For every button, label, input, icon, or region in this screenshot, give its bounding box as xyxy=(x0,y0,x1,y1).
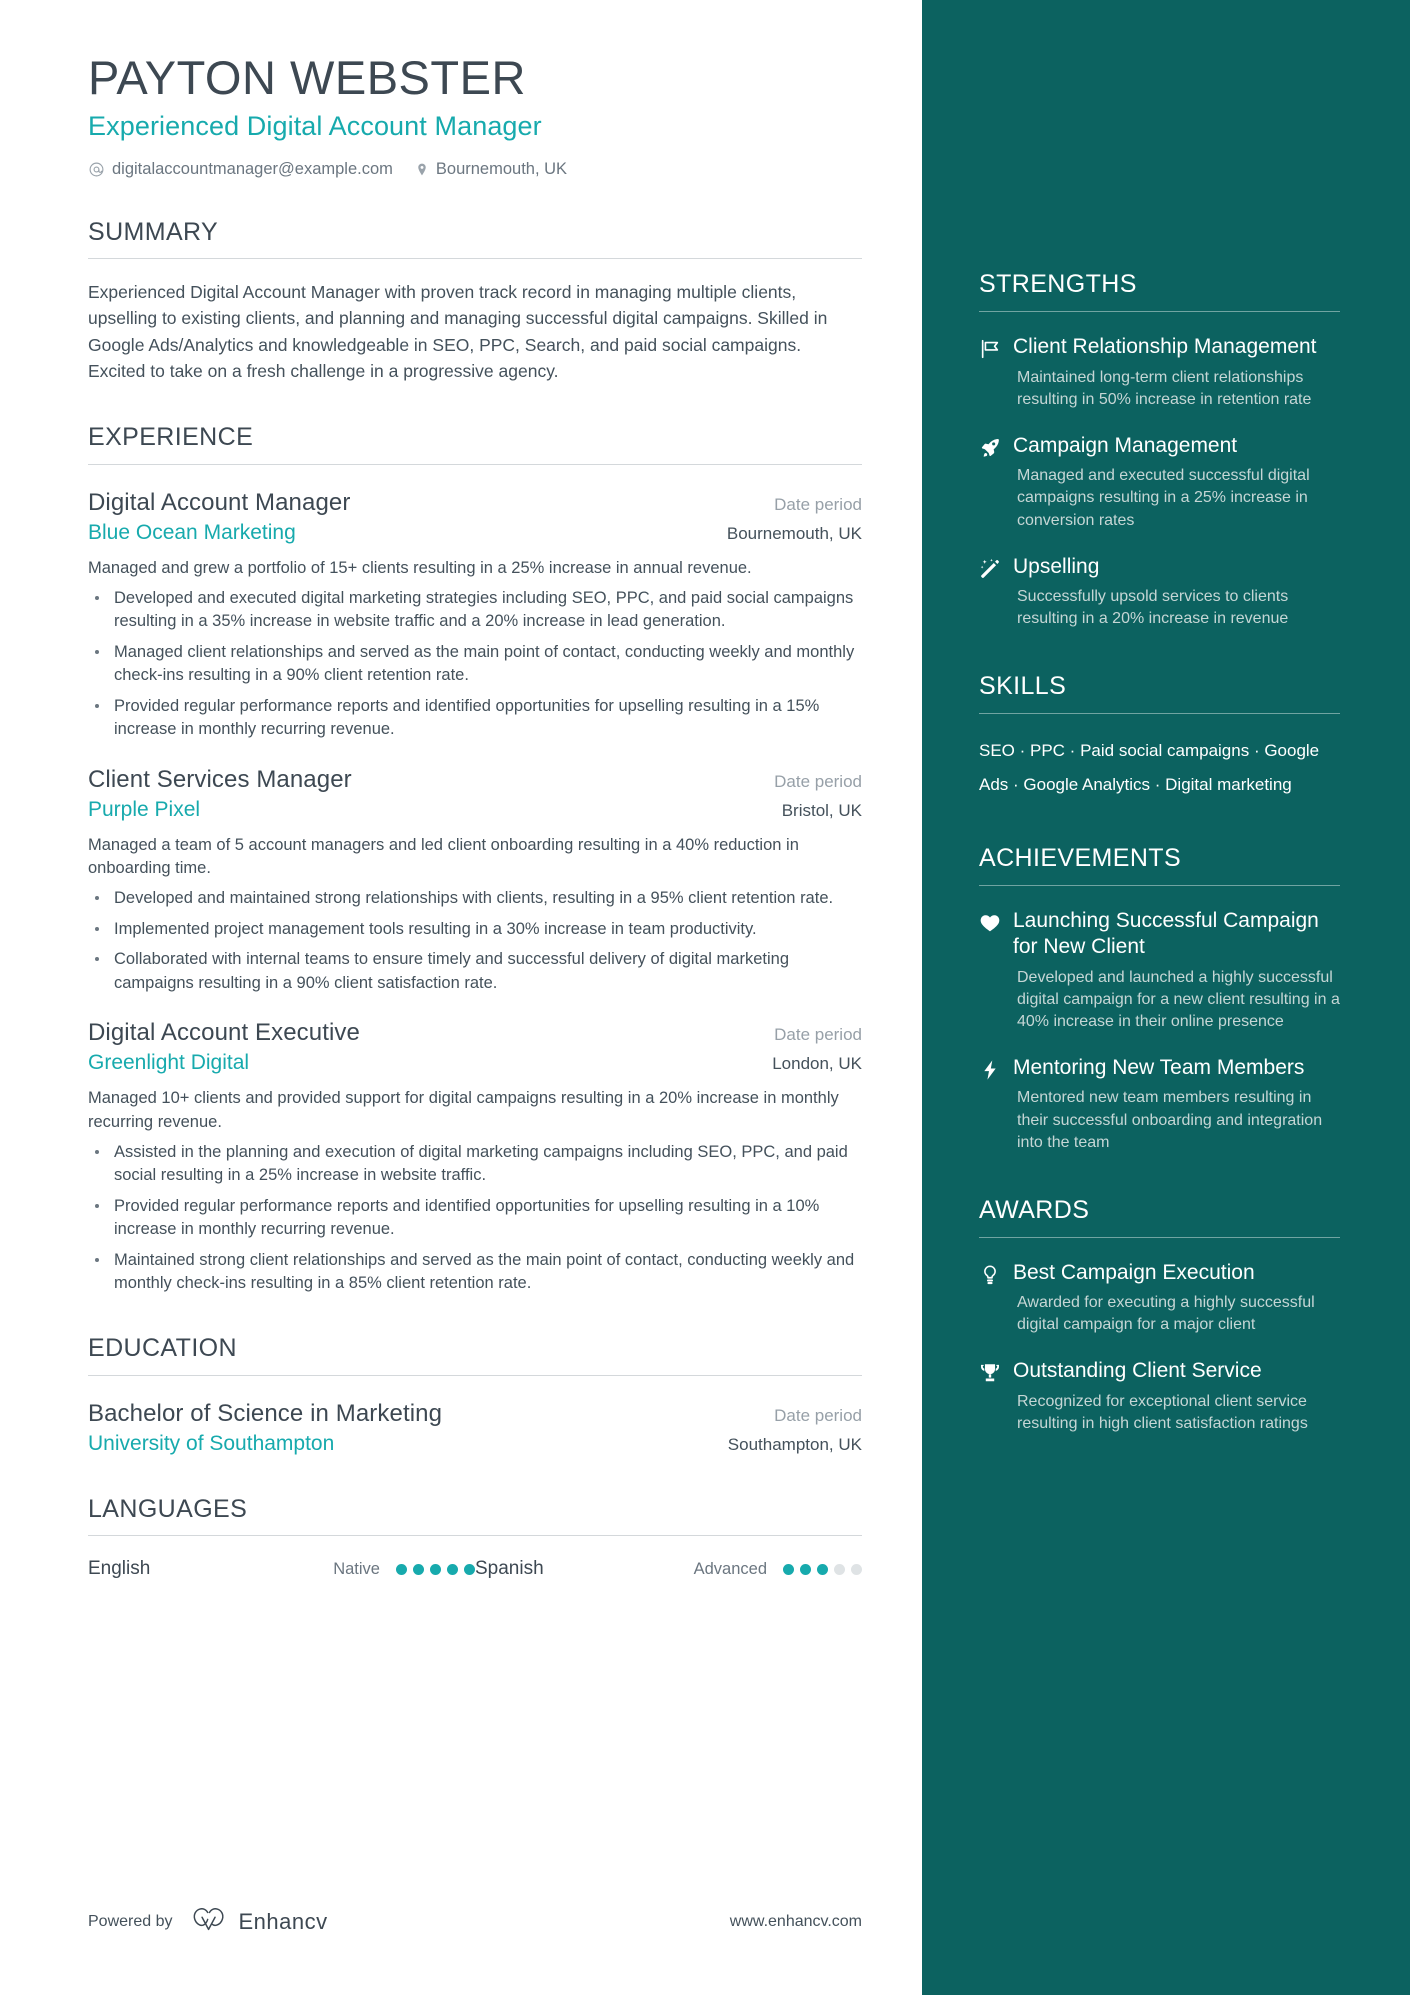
rating-dot xyxy=(430,1564,441,1575)
enhancv-logo xyxy=(189,1906,328,1937)
powered-by-block xyxy=(88,1906,328,1937)
award-item xyxy=(979,1260,1340,1337)
job-bullet: Provided regular performance reports and identified opportunities for upselling resulting in a 10% increase in monthly recurring revenue. xyxy=(88,1195,862,1242)
job-location: London, UK xyxy=(772,1054,862,1074)
job-bullet: Developed and maintained strong relationships with clients, resulting in a 95% client retention rate. xyxy=(88,887,862,910)
language-level: Native xyxy=(333,1559,380,1578)
experience-heading: EXPERIENCE xyxy=(88,423,254,452)
strength-item-title: Upselling xyxy=(1013,554,1100,578)
achievement-item-desc: Mentored new team members resulting in their successful onboarding and integration into the team xyxy=(1017,1089,1323,1151)
education-list xyxy=(88,1400,862,1456)
divider xyxy=(979,1237,1340,1238)
job-bullet: Maintained strong client relationships and served as the main point of contact, conducting weekly and monthly check-ins resulting in a 85% client retention rate. xyxy=(88,1249,862,1296)
section-awards xyxy=(979,1196,1340,1436)
strength-item-desc: Managed and executed successful digital campaigns resulting in a 25% increase in conversion rates xyxy=(1017,467,1310,529)
school-location: Southampton, UK xyxy=(727,1434,862,1454)
rating-dot xyxy=(396,1564,407,1575)
page-title: PAYTON WEBSTER xyxy=(88,51,526,104)
experience-entry-subheader xyxy=(88,798,862,822)
lightbulb-icon xyxy=(979,1260,1013,1337)
rating-dot xyxy=(447,1564,458,1575)
job-bullet: Provided regular performance reports and identified opportunities for upselling resulting in a 15% increase in monthly recurring revenue. xyxy=(88,695,862,742)
summary-heading: SUMMARY xyxy=(88,217,219,246)
achievement-item-title: Launching Successful Campaign for New Client xyxy=(1013,909,1319,958)
flag-icon xyxy=(979,334,1013,411)
summary-text: Experienced Digital Account Manager with proven track record in managing multiple clients, upselling to existing clients, and planning and managing successful digital campaigns. Skilled in Google Ads/Analytics and knowledgeable in SEO, PPC, Search, and paid social campaigns. Excited to take on a fresh challenge in a progressive agency. xyxy=(88,282,828,381)
job-bullet: Assisted in the planning and execution of digital marketing campaigns including SEO, PPC, and paid social resulting in a 25% increase in website traffic. xyxy=(88,1141,862,1188)
map-pin-icon xyxy=(415,161,429,178)
section-summary xyxy=(88,219,862,385)
experience-entry-subheader xyxy=(88,521,862,545)
company-name: Greenlight Digital xyxy=(88,1051,250,1075)
job-location: Bournemouth, UK xyxy=(726,523,862,543)
achievement-item-title: Mentoring New Team Members xyxy=(1013,1055,1305,1079)
strength-item-desc: Successfully upsold services to clients resulting in a 20% increase in revenue xyxy=(1017,588,1289,628)
strength-item-title: Client Relationship Management xyxy=(1013,335,1317,358)
rating-dot xyxy=(834,1564,845,1575)
job-bullet: Implemented project management tools resulting in a 30% increase in team productivity. xyxy=(88,918,862,941)
contact-email-text: digitalaccountmanager@example.com xyxy=(112,159,393,178)
strength-item xyxy=(979,334,1340,411)
education-entry-subheader xyxy=(88,1432,862,1456)
footer-website[interactable]: www.enhancv.com xyxy=(729,1912,862,1930)
languages-heading: LANGUAGES xyxy=(88,1494,248,1523)
experience-entry-header xyxy=(88,1019,862,1047)
language-level: Advanced xyxy=(693,1559,767,1578)
language-item xyxy=(475,1558,862,1580)
award-item xyxy=(979,1358,1340,1435)
experience-entry-header xyxy=(88,766,862,794)
powered-by-label: Powered by xyxy=(88,1912,173,1930)
education-entry xyxy=(88,1400,862,1456)
section-languages xyxy=(88,1496,862,1581)
contact-location-text: Bournemouth, UK xyxy=(435,159,568,178)
language-rating-dots xyxy=(396,1564,475,1575)
school-name: University of Southampton xyxy=(88,1431,335,1455)
divider xyxy=(979,713,1340,714)
section-education xyxy=(88,1335,862,1456)
contact-location xyxy=(415,160,567,179)
job-bullet: Managed client relationships and served as the main point of contact, conducting weekly and monthly check-ins resulting in a 90% client retention rate. xyxy=(88,641,862,688)
strength-item-body xyxy=(1013,334,1340,411)
degree-name: Bachelor of Science in Marketing xyxy=(88,1399,443,1427)
divider xyxy=(88,464,862,465)
award-item-body xyxy=(1013,1358,1340,1435)
job-role: Client Services Manager xyxy=(88,765,352,793)
job-description: Managed and grew a portfolio of 15+ clients resulting in a 25% increase in annual revenue. xyxy=(88,558,752,577)
education-entry-header xyxy=(88,1400,862,1428)
divider xyxy=(979,311,1340,312)
job-description: Managed 10+ clients and provided support for digital campaigns resulting in a 20% increase in monthly recurring revenue. xyxy=(88,1089,839,1131)
job-role: Digital Account Executive xyxy=(88,1019,360,1047)
rating-dot xyxy=(464,1564,475,1575)
company-name: Purple Pixel xyxy=(88,797,201,821)
strength-item xyxy=(979,554,1340,631)
language-name: English xyxy=(88,1558,151,1580)
experience-entry-header xyxy=(88,489,862,517)
strengths-list xyxy=(979,334,1340,630)
job-description: Managed a team of 5 account managers and led client onboarding resulting in a 40% reduction in onboarding time. xyxy=(88,835,799,877)
achievements-heading: ACHIEVEMENTS xyxy=(979,844,1182,873)
magic-wand-icon xyxy=(979,554,1013,631)
language-item xyxy=(88,1558,475,1580)
enhancv-wordmark: Enhancv xyxy=(238,1908,328,1934)
achievement-item xyxy=(979,1055,1340,1154)
rating-dot xyxy=(783,1564,794,1575)
experience-entry xyxy=(88,766,862,996)
rating-dot xyxy=(800,1564,811,1575)
footer xyxy=(88,1906,862,1937)
rating-dot xyxy=(413,1564,424,1575)
languages-list xyxy=(88,1558,862,1580)
divider xyxy=(88,258,862,259)
achievement-item xyxy=(979,908,1340,1032)
award-item-desc: Awarded for executing a highly successful digital campaign for a major client xyxy=(1017,1294,1315,1334)
achievement-item-body xyxy=(1013,908,1340,1032)
section-strengths xyxy=(979,270,1340,630)
job-date: Date period xyxy=(774,1025,862,1045)
sidebar xyxy=(922,0,1410,1995)
language-name: Spanish xyxy=(475,1558,544,1580)
rating-dot xyxy=(817,1564,828,1575)
awards-heading: AWARDS xyxy=(979,1195,1090,1224)
strength-item-desc: Maintained long-term client relationships resulting in 50% increase in retention rate xyxy=(1017,368,1312,408)
job-date: Date period xyxy=(774,771,862,791)
job-bullet: Collaborated with internal teams to ensure timely and successful delivery of digital marketing campaigns resulting in a 90% client satisfaction rate. xyxy=(88,948,862,995)
section-skills xyxy=(979,672,1340,802)
job-location: Bristol, UK xyxy=(781,800,862,820)
heart-icon xyxy=(979,908,1013,1032)
job-bullet: Developed and executed digital marketing strategies including SEO, PPC, and paid social campaigns resulting in a 35% increase in website traffic and a 20% increase in lead generation. xyxy=(88,587,862,634)
experience-entry-subheader xyxy=(88,1051,862,1075)
skills-heading: SKILLS xyxy=(979,672,1067,701)
strengths-heading: STRENGTHS xyxy=(979,270,1137,298)
lightning-bolt-icon xyxy=(979,1055,1013,1154)
language-rating-dots xyxy=(783,1564,862,1575)
job-bullet-list xyxy=(88,1141,862,1296)
experience-entry xyxy=(88,489,862,742)
strength-item-title: Campaign Management xyxy=(1013,433,1238,457)
strength-item-body xyxy=(1013,433,1340,532)
strength-item xyxy=(979,433,1340,532)
award-item-body xyxy=(1013,1260,1340,1337)
contact-row xyxy=(88,160,862,179)
divider xyxy=(979,885,1340,886)
rating-dot xyxy=(851,1564,862,1575)
company-name: Blue Ocean Marketing xyxy=(88,520,296,544)
strength-item-body xyxy=(1013,554,1340,631)
job-date: Date period xyxy=(774,494,862,514)
section-experience xyxy=(88,424,862,1295)
achievements-list xyxy=(979,908,1340,1153)
achievement-item-desc: Developed and launched a highly successful digital campaign for a new client resulting in a 40% increase in their online presence xyxy=(1017,968,1340,1030)
award-item-title: Outstanding Client Service xyxy=(1013,1359,1262,1383)
job-bullet-list xyxy=(88,587,862,742)
divider xyxy=(88,1375,862,1376)
awards-list xyxy=(979,1260,1340,1436)
job-headline: Experienced Digital Account Manager xyxy=(88,110,542,141)
skills-text: SEO · PPC · Paid social campaigns · Google Ads · Google Analytics · Digital marketing xyxy=(979,741,1320,795)
achievement-item-body xyxy=(1013,1055,1340,1154)
contact-email[interactable] xyxy=(88,160,393,179)
degree-date: Date period xyxy=(774,1405,862,1425)
experience-entry xyxy=(88,1019,862,1295)
section-achievements xyxy=(979,844,1340,1153)
job-bullet-list xyxy=(88,887,862,995)
job-role: Digital Account Manager xyxy=(88,488,351,516)
trophy-icon xyxy=(979,1358,1013,1435)
education-heading: EDUCATION xyxy=(88,1334,237,1363)
award-item-title: Best Campaign Execution xyxy=(1013,1260,1255,1284)
divider xyxy=(88,1535,862,1536)
rocket-icon xyxy=(979,433,1013,532)
award-item-desc: Recognized for exceptional client service resulting in high client satisfaction ratings xyxy=(1017,1393,1308,1433)
experience-list xyxy=(88,489,862,1296)
enhancv-mark-icon xyxy=(189,1906,229,1937)
at-icon xyxy=(88,161,105,178)
